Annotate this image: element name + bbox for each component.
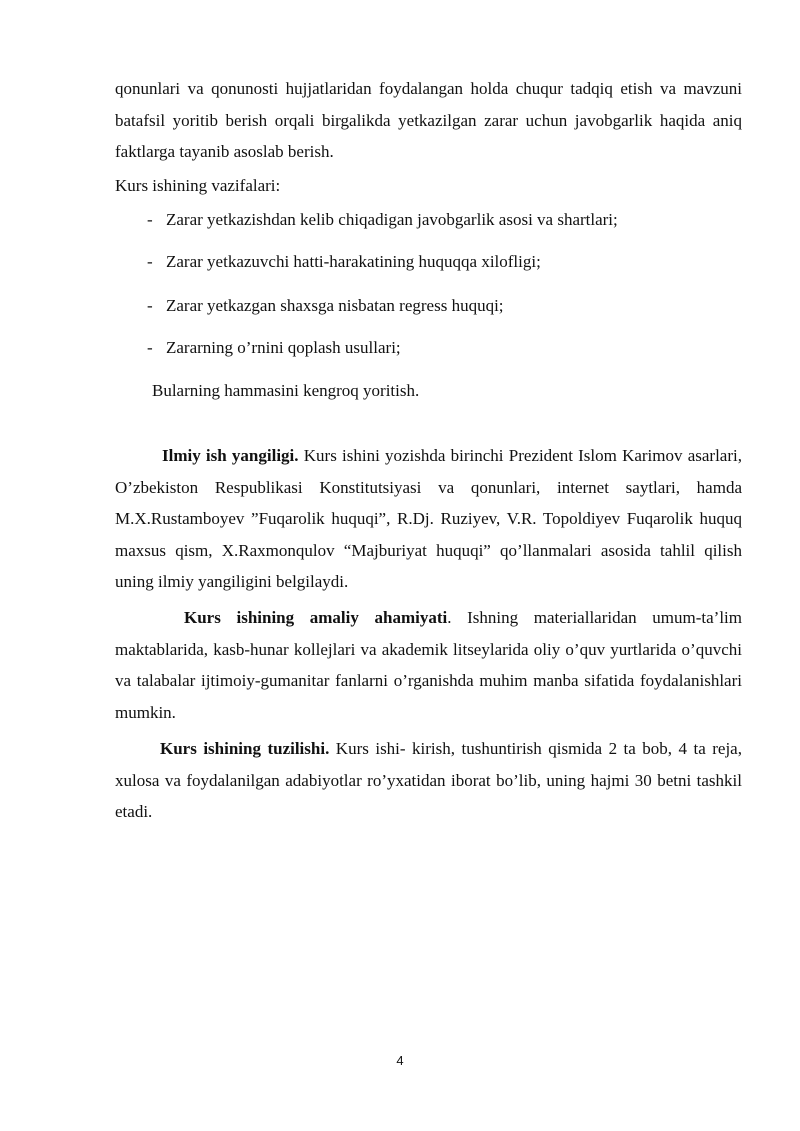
practical-text: . Ishning materiallaridan umum-ta’lim maktablarida, kasb-hunar kollejlari va akademik litseylarida oliy o’quv yurtlarida o’quvchi va talabalar ijtimoiy-gumanitar fanlarni o’rganishda muhim manba sifatida foydalanishlari mumkin. <box>115 608 742 722</box>
intro-paragraph: qonunlari va qonunosti hujjatlaridan foydalangan holda chuqur tadqiq etish va mavzuni batafsil yoritib berish orqali birgalikda yetkazilgan zarar uchun javobgarlik haqida aniq faktlarga tayanib asoslab berish. <box>115 79 742 161</box>
task-item-text: Zarar yetkazgan shaxsga nisbatan regress huquqi; <box>166 296 504 315</box>
task-item <box>147 337 401 359</box>
novelty-paragraph <box>115 440 742 598</box>
practical-paragraph <box>115 602 742 728</box>
novelty-text: Kurs ishini yozishda birinchi Prezident Islom Karimov asarlari, O’zbekiston Respublikasi Konstitutsiyasi va qonunlari, internet saytlari, hamda M.X.Rustamboyev ”Fuqarolik huquqi”, R.Dj. Ruziyev, V.R. Topoldiyev Fuqarolik huquq maxsus qism, X.Raxmonqulov “Majburiyat huquqi” qo’llanmalari asosida tahlil qilish uning ilmiy yangiligini belgilaydi. <box>115 446 742 591</box>
task-item <box>147 209 618 231</box>
task-item <box>147 251 541 273</box>
bullet-dash: - <box>147 210 153 229</box>
page-number: 4 <box>396 1053 404 1068</box>
practical-heading: Kurs ishining amaliy ahamiyati <box>184 608 448 627</box>
task-item-text: Zarar yetkazishdan kelib chiqadigan javobgarlik asosi va shartlari; <box>166 210 618 229</box>
bullet-dash: - <box>147 338 153 357</box>
bullet-dash: - <box>147 296 153 315</box>
tasks-summary: Bularning hammasini kengroq yoritish. <box>152 381 420 400</box>
structure-heading: Kurs ishining tuzilishi. <box>160 739 330 758</box>
task-item-text: Zarar yetkazuvchi hatti-harakatining huquqqa xilofligi; <box>166 252 541 271</box>
tasks-title: Kurs ishining vazifalari: <box>115 176 281 195</box>
structure-text: Kurs ishi- kirish, tushuntirish qismida 2 ta bob, 4 ta reja, xulosa va foydalanilgan adabiyotlar ro’yxatidan iborat bo’lib, uning hajmi 30 betni tashkil etadi. <box>115 739 742 821</box>
task-item <box>147 295 504 317</box>
structure-paragraph <box>115 733 742 828</box>
task-item-text: Zararning o’rnini qoplash usullari; <box>166 338 401 357</box>
novelty-heading: Ilmiy ish yangiligi. <box>162 446 299 465</box>
bullet-dash: - <box>147 252 153 271</box>
